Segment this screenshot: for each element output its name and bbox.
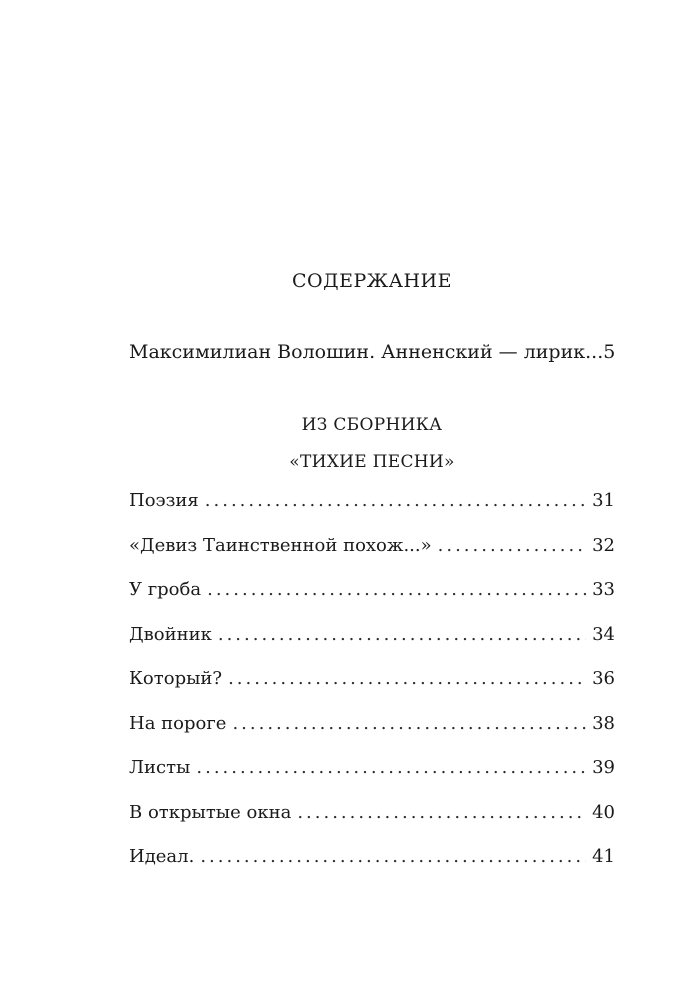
- dot-leader: [196, 757, 586, 778]
- toc-entry-page: 38: [592, 712, 615, 734]
- section-heading-line2: «ТИХИЕ ПЕСНИ»: [289, 452, 455, 472]
- dot-leader: [297, 802, 586, 823]
- toc-entry: [129, 490, 615, 535]
- dot-leader: [218, 624, 586, 645]
- toc-entry-page: 40: [592, 801, 615, 823]
- section-heading-line1: ИЗ СБОРНИКА: [301, 415, 443, 435]
- toc-entry-page: 39: [592, 757, 615, 778]
- toc-list: [129, 490, 615, 891]
- page-title: СОДЕРЖАНИЕ: [292, 270, 452, 292]
- toc-entry-page: 36: [592, 668, 615, 689]
- book-page: [129, 0, 615, 1000]
- toc-entry: [129, 535, 615, 580]
- dot-leader: [228, 668, 586, 689]
- intro-page: ...5: [585, 341, 616, 363]
- toc-entry-title: Идеал.: [129, 846, 195, 867]
- toc-entry-title: У гроба: [129, 579, 202, 600]
- dot-leader: [207, 579, 586, 600]
- toc-entry: [129, 846, 615, 891]
- toc-entry: [129, 802, 615, 847]
- toc-entry: [129, 624, 615, 669]
- dot-leader: [205, 490, 586, 511]
- dot-leader: [438, 535, 586, 556]
- toc-entry-page: 31: [592, 490, 615, 511]
- toc-entry-title: Который?: [129, 668, 223, 689]
- toc-entry: [129, 713, 615, 758]
- toc-entry-title: На пороге: [129, 712, 227, 734]
- dot-leader: [200, 846, 586, 867]
- intro-entry: [129, 341, 615, 363]
- toc-entry: [129, 579, 615, 624]
- toc-entry: [129, 668, 615, 713]
- toc-entry-page: 41: [592, 846, 615, 867]
- toc-entry-title: Поэзия: [129, 490, 199, 511]
- toc-entry-page: 33: [592, 579, 615, 600]
- toc-entry-page: 32: [592, 534, 615, 556]
- toc-entry-title: Двойник: [129, 623, 212, 645]
- toc-entry: [129, 757, 615, 802]
- toc-entry-title: Листы: [129, 757, 191, 778]
- toc-entry-title: «Девиз Таинственной похож...»: [129, 534, 432, 556]
- toc-entry-title: В открытые окна: [129, 801, 292, 823]
- intro-title: Максимилиан Волошин. Анненский — лирик: [129, 341, 586, 363]
- dot-leader: [232, 713, 586, 734]
- toc-entry-page: 34: [592, 623, 615, 645]
